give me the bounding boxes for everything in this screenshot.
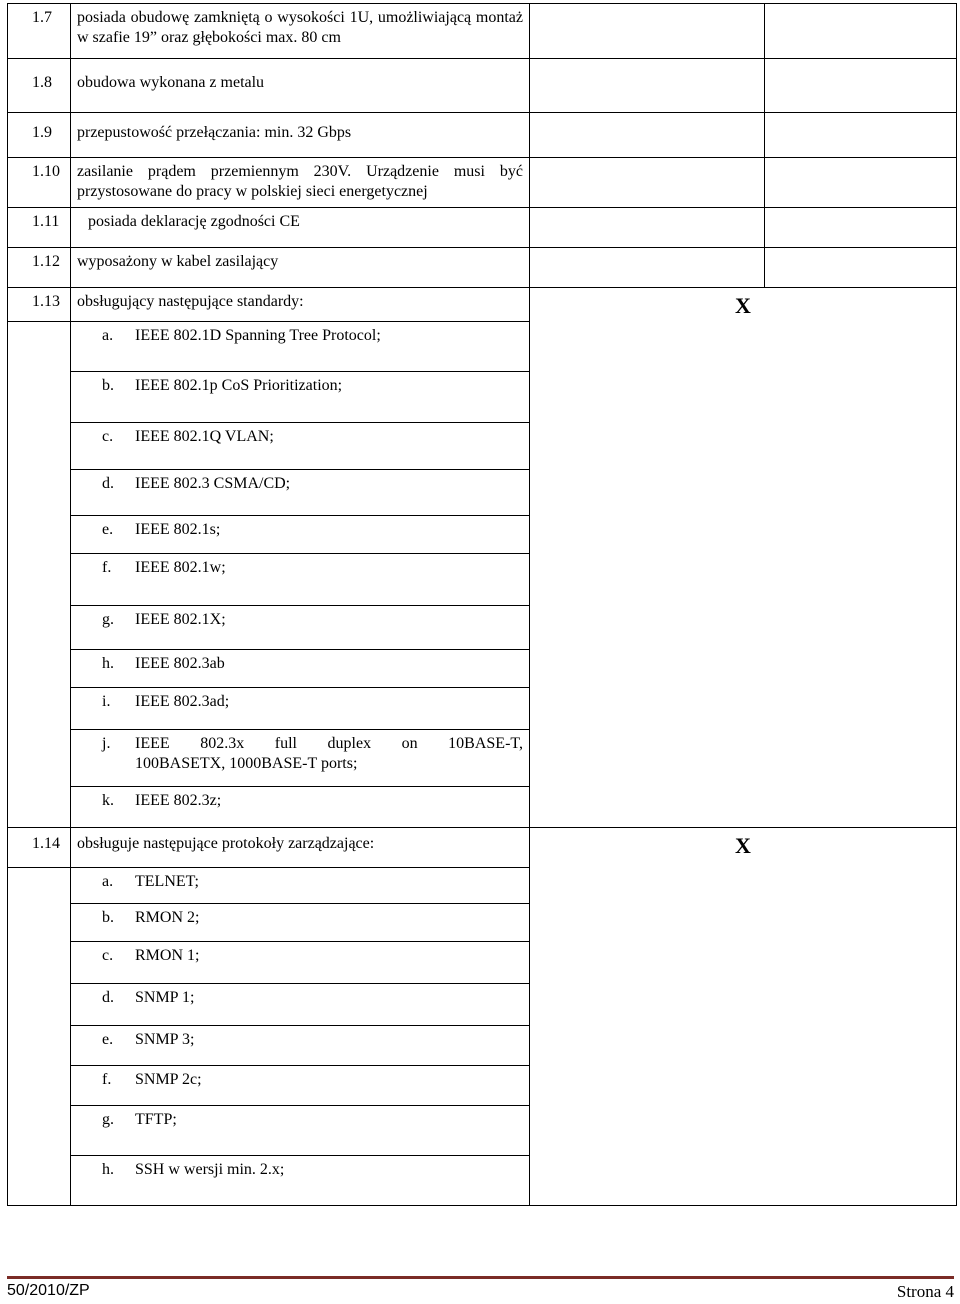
row-number-empty xyxy=(8,322,71,828)
footer-document-id: 50/2010/ZP xyxy=(7,1282,90,1299)
row-description: wyposażony w kabel zasilający xyxy=(71,248,530,288)
item-letter: h. xyxy=(102,1161,114,1178)
row-number: 1.10 xyxy=(8,158,71,208)
item-text: IEEE 802.3 CSMA/CD; xyxy=(135,475,291,492)
list-item xyxy=(71,470,530,516)
item-letter: a. xyxy=(102,327,114,344)
item-letter: b. xyxy=(102,377,114,394)
item-text: IEEE 802.1Q VLAN; xyxy=(135,428,274,445)
row-number: 1.7 xyxy=(8,4,71,59)
item-letter: j. xyxy=(102,735,111,752)
list-item xyxy=(71,554,530,606)
standards-mark: X xyxy=(530,288,957,828)
list-item xyxy=(71,322,530,372)
row-number: 1.14 xyxy=(8,828,71,868)
table-row xyxy=(8,113,957,158)
table-row xyxy=(8,828,957,868)
item-letter: h. xyxy=(102,655,114,672)
item-letter: k. xyxy=(102,792,114,809)
item-letter: c. xyxy=(102,947,114,964)
item-letter: d. xyxy=(102,475,114,492)
item-letter: a. xyxy=(102,873,114,890)
remarks-cell xyxy=(765,59,957,113)
table-row xyxy=(8,248,957,288)
value-cell xyxy=(530,113,765,158)
row-description: obudowa wykonana z metalu xyxy=(71,59,530,113)
list-item xyxy=(71,688,530,730)
value-cell xyxy=(530,248,765,288)
item-text: RMON 1; xyxy=(135,947,200,964)
list-item xyxy=(71,1156,530,1206)
list-item xyxy=(71,730,530,787)
item-text: IEEE 802.1w; xyxy=(135,559,226,576)
table-row xyxy=(8,288,957,322)
row-description: zasilanie prądem przemiennym 230V. Urządzenie musi być przystosowane do pracy w polskiej sieci energetycznej xyxy=(71,158,530,208)
specification-table xyxy=(7,3,957,1206)
list-item xyxy=(71,868,530,904)
row-number: 1.8 xyxy=(8,59,71,113)
remarks-cell xyxy=(765,158,957,208)
item-text: IEEE 802.1X; xyxy=(135,611,226,628)
list-item xyxy=(71,984,530,1026)
value-cell xyxy=(530,158,765,208)
item-letter: f. xyxy=(102,1071,112,1088)
item-text: IEEE 802.1s; xyxy=(135,521,221,538)
table-row xyxy=(8,59,957,113)
list-item xyxy=(71,787,530,828)
item-letter: c. xyxy=(102,428,114,445)
value-cell xyxy=(530,59,765,113)
table-row xyxy=(8,4,957,59)
item-letter: e. xyxy=(102,1031,114,1048)
value-cell xyxy=(530,4,765,59)
footer-page-number: Strona 4 xyxy=(896,1282,954,1301)
row-number: 1.13 xyxy=(8,288,71,322)
table-row xyxy=(8,158,957,208)
row-number-empty xyxy=(8,868,71,1206)
item-text: SNMP 1; xyxy=(135,989,195,1006)
item-letter: e. xyxy=(102,521,114,538)
remarks-cell xyxy=(765,248,957,288)
item-letter: d. xyxy=(102,989,114,1006)
list-item xyxy=(71,606,530,650)
item-letter: f. xyxy=(102,559,112,576)
row-number: 1.9 xyxy=(8,113,71,158)
item-text: TFTP; xyxy=(135,1111,177,1128)
item-text: SNMP 3; xyxy=(135,1031,195,1048)
item-text: SNMP 2c; xyxy=(135,1071,202,1088)
item-text: IEEE 802.3z; xyxy=(135,792,222,809)
list-item xyxy=(71,942,530,984)
item-letter: g. xyxy=(102,1111,114,1128)
table-row xyxy=(8,208,957,248)
list-item xyxy=(71,372,530,423)
item-letter: g. xyxy=(102,611,114,628)
item-text: IEEE 802.3x full duplex on 10BASE-T, xyxy=(135,735,523,752)
section-heading-standards: obsługujący następujące standardy: xyxy=(71,288,530,322)
item-text-continued: 100BASETX, 1000BASE-T ports; xyxy=(135,755,358,772)
item-text: IEEE 802.1D Spanning Tree Protocol; xyxy=(135,327,381,344)
row-description: posiada obudowę zamkniętą o wysokości 1U, umożliwiającą montaż w szafie 19” oraz głębokości max. 80 cm xyxy=(71,4,530,59)
remarks-cell xyxy=(765,113,957,158)
section-heading-protocols: obsługuje następujące protokoły zarządzające: xyxy=(71,828,530,868)
item-letter: i. xyxy=(102,693,111,710)
item-text: SSH w wersji min. 2.x; xyxy=(135,1161,285,1178)
row-description: przepustowość przełączania: min. 32 Gbps xyxy=(71,113,530,158)
list-item xyxy=(71,1026,530,1066)
item-text: IEEE 802.3ab xyxy=(135,655,225,672)
row-number: 1.12 xyxy=(8,248,71,288)
list-item xyxy=(71,904,530,942)
remarks-cell xyxy=(765,4,957,59)
list-item xyxy=(71,516,530,554)
list-item xyxy=(71,650,530,688)
list-item xyxy=(71,1066,530,1106)
value-cell xyxy=(530,208,765,248)
protocols-mark: X xyxy=(530,828,957,1206)
row-number: 1.11 xyxy=(8,208,71,248)
footer-divider xyxy=(7,1276,954,1279)
list-item xyxy=(71,423,530,470)
item-text: TELNET; xyxy=(135,873,199,890)
item-text: IEEE 802.3ad; xyxy=(135,693,230,710)
list-item xyxy=(71,1106,530,1156)
item-letter: b. xyxy=(102,909,114,926)
item-text: IEEE 802.1p CoS Prioritization; xyxy=(135,377,343,394)
row-description: posiada deklarację zgodności CE xyxy=(71,208,530,248)
item-text: RMON 2; xyxy=(135,909,200,926)
remarks-cell xyxy=(765,208,957,248)
